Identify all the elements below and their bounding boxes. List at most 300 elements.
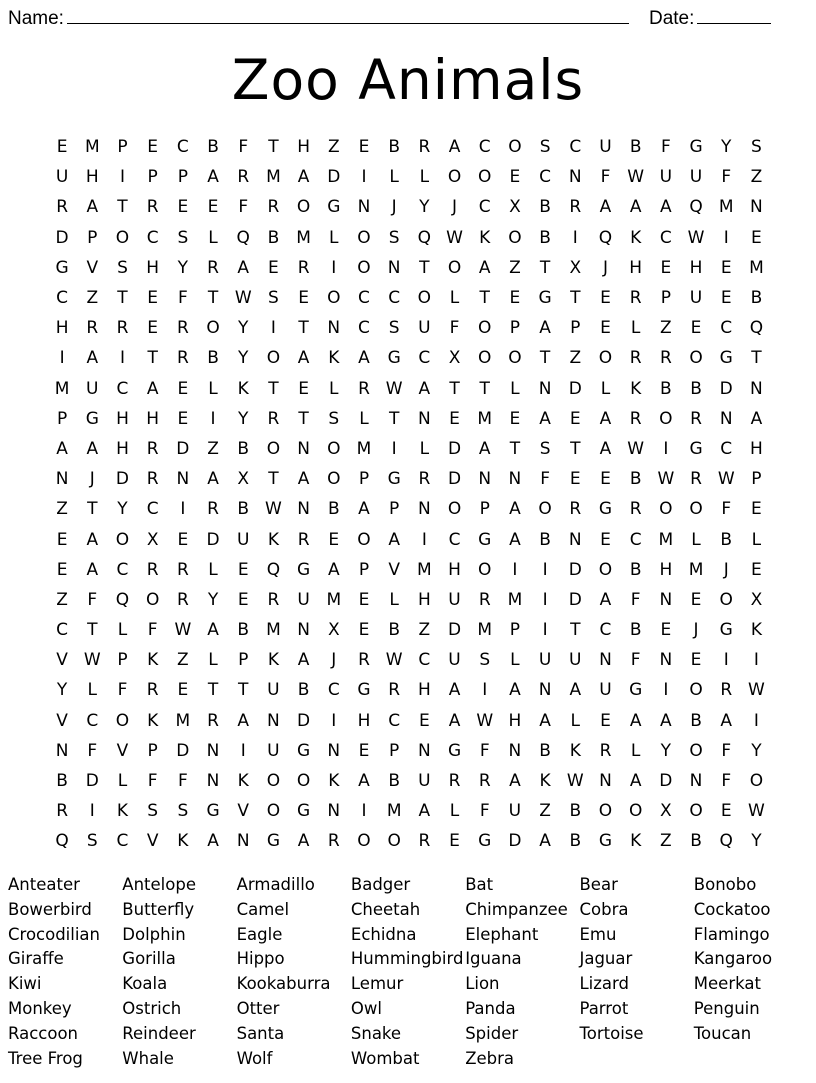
grid-letter[interactable]: L <box>208 650 218 671</box>
grid-letter[interactable]: R <box>629 288 642 309</box>
grid-letter[interactable]: E <box>751 499 762 520</box>
grid-letter[interactable]: O <box>327 288 341 309</box>
grid-letter[interactable]: K <box>237 771 249 792</box>
grid-letter[interactable]: U <box>55 167 69 188</box>
grid-letter[interactable]: B <box>327 499 340 520</box>
grid-letter[interactable]: E <box>358 620 370 641</box>
grid-letter[interactable]: U <box>448 589 461 610</box>
grid-letter[interactable]: R <box>56 197 68 218</box>
grid-letter[interactable]: T <box>87 499 98 520</box>
grid-letter[interactable]: U <box>508 801 522 822</box>
grid-letter[interactable]: V <box>86 257 99 278</box>
grid-letter[interactable]: G <box>297 801 311 822</box>
grid-letter[interactable]: U <box>569 650 582 671</box>
grid-letter[interactable]: E <box>177 408 189 429</box>
grid-letter[interactable]: C <box>418 650 431 671</box>
grid-letter[interactable]: V <box>56 650 68 671</box>
grid-letter[interactable]: C <box>86 710 99 731</box>
grid-letter[interactable]: H <box>116 408 129 429</box>
grid-letter[interactable]: H <box>508 710 522 731</box>
grid-letter[interactable]: E <box>237 589 249 610</box>
grid-letter[interactable]: A <box>297 167 310 188</box>
grid-letter[interactable]: M <box>749 257 764 278</box>
grid-letter[interactable]: I <box>391 438 397 459</box>
grid-letter[interactable]: D <box>568 589 582 610</box>
grid-letter[interactable]: B <box>629 469 642 490</box>
grid-letter[interactable]: C <box>176 137 189 158</box>
grid-letter[interactable]: I <box>512 559 518 580</box>
grid-letter[interactable]: R <box>207 499 219 520</box>
grid-letter[interactable]: Y <box>177 257 189 278</box>
grid-letter[interactable]: T <box>117 197 128 218</box>
grid-letter[interactable]: E <box>660 257 672 278</box>
grid-letter[interactable]: B <box>237 499 250 520</box>
grid-letter[interactable]: E <box>569 469 581 490</box>
grid-letter[interactable]: A <box>86 529 99 550</box>
grid-letter[interactable]: A <box>599 589 612 610</box>
grid-letter[interactable]: P <box>56 408 68 429</box>
grid-letter[interactable]: Y <box>56 680 68 701</box>
grid-letter[interactable]: S <box>117 257 128 278</box>
grid-letter[interactable]: T <box>751 348 762 369</box>
grid-letter[interactable]: Z <box>327 137 340 158</box>
grid-letter[interactable]: M <box>507 589 523 610</box>
grid-letter[interactable]: A <box>599 438 612 459</box>
date-field[interactable] <box>697 5 771 24</box>
grid-letter[interactable]: M <box>356 438 372 459</box>
grid-letter[interactable]: C <box>599 620 612 641</box>
grid-letter[interactable]: S <box>147 801 159 822</box>
grid-letter[interactable]: B <box>56 771 68 792</box>
grid-letter[interactable]: O <box>719 589 733 610</box>
grid-letter[interactable]: L <box>570 710 581 731</box>
grid-letter[interactable]: J <box>391 197 397 218</box>
grid-letter[interactable]: S <box>479 650 491 671</box>
grid-letter[interactable]: E <box>600 318 611 339</box>
grid-letter[interactable]: L <box>389 167 399 188</box>
grid-letter[interactable]: E <box>207 197 219 218</box>
grid-letter[interactable]: E <box>569 408 581 429</box>
grid-letter[interactable]: T <box>570 288 581 309</box>
grid-letter[interactable]: D <box>206 529 220 550</box>
grid-letter[interactable]: W <box>687 227 705 248</box>
grid-letter[interactable]: P <box>509 318 521 339</box>
grid-letter[interactable]: Z <box>509 257 521 278</box>
grid-letter[interactable]: A <box>388 529 400 550</box>
grid-letter[interactable]: A <box>327 559 340 580</box>
grid-letter[interactable]: A <box>478 257 491 278</box>
grid-letter[interactable]: N <box>538 378 552 399</box>
grid-letter[interactable]: W <box>627 167 645 188</box>
grid-letter[interactable]: E <box>177 378 189 399</box>
grid-letter[interactable]: V <box>56 710 68 731</box>
grid-letter[interactable]: Y <box>660 740 672 761</box>
grid-letter[interactable]: U <box>236 529 250 550</box>
grid-letter[interactable]: H <box>417 589 431 610</box>
grid-letter[interactable]: I <box>542 620 548 641</box>
grid-letter[interactable]: N <box>508 469 522 490</box>
grid-letter[interactable]: C <box>146 227 159 248</box>
grid-letter[interactable]: R <box>327 831 340 852</box>
name-field[interactable] <box>67 5 629 24</box>
grid-letter[interactable]: N <box>55 740 69 761</box>
grid-letter[interactable]: G <box>387 348 401 369</box>
grid-letter[interactable]: B <box>629 137 642 158</box>
grid-letter[interactable]: B <box>207 137 219 158</box>
grid-letter[interactable]: A <box>448 680 461 701</box>
grid-letter[interactable]: I <box>723 227 729 248</box>
grid-letter[interactable]: J <box>723 559 729 580</box>
grid-letter[interactable]: O <box>206 318 220 339</box>
grid-letter[interactable]: S <box>539 438 551 459</box>
grid-letter[interactable]: M <box>718 197 734 218</box>
grid-letter[interactable]: C <box>478 197 491 218</box>
grid-letter[interactable]: W <box>265 499 282 520</box>
grid-letter[interactable]: K <box>479 227 491 248</box>
grid-letter[interactable]: I <box>482 680 488 701</box>
grid-letter[interactable]: B <box>207 348 219 369</box>
grid-letter[interactable]: N <box>508 740 522 761</box>
grid-letter[interactable]: A <box>539 408 551 429</box>
grid-letter[interactable]: Y <box>238 408 249 429</box>
grid-letter[interactable]: T <box>449 378 460 399</box>
grid-letter[interactable]: O <box>296 197 311 218</box>
grid-letter[interactable]: E <box>358 589 370 610</box>
grid-letter[interactable]: R <box>176 348 189 369</box>
grid-letter[interactable]: R <box>297 257 310 278</box>
grid-letter[interactable]: F <box>660 137 671 158</box>
grid-letter[interactable]: B <box>690 710 702 731</box>
grid-letter[interactable]: M <box>84 137 100 158</box>
grid-letter[interactable]: H <box>85 167 99 188</box>
grid-letter[interactable]: R <box>146 469 159 490</box>
grid-letter[interactable]: U <box>448 650 461 671</box>
grid-letter[interactable]: N <box>206 771 220 792</box>
grid-letter[interactable]: Z <box>750 167 763 188</box>
grid-letter[interactable]: F <box>238 137 249 158</box>
grid-letter[interactable]: H <box>55 318 69 339</box>
grid-letter[interactable]: S <box>539 137 551 158</box>
grid-letter[interactable]: M <box>326 589 342 610</box>
grid-letter[interactable]: F <box>177 771 188 792</box>
grid-letter[interactable]: A <box>569 680 582 701</box>
grid-letter[interactable]: L <box>510 650 520 671</box>
grid-letter[interactable]: T <box>570 438 581 459</box>
grid-letter[interactable]: M <box>266 167 281 188</box>
grid-letter[interactable]: C <box>358 318 370 339</box>
grid-letter[interactable]: A <box>86 197 99 218</box>
grid-letter[interactable]: T <box>268 137 279 158</box>
grid-letter[interactable]: G <box>55 257 69 278</box>
grid-letter[interactable]: U <box>86 378 99 399</box>
grid-letter[interactable]: E <box>751 227 762 248</box>
grid-letter[interactable]: A <box>448 710 461 731</box>
grid-letter[interactable]: P <box>660 288 671 309</box>
grid-letter[interactable]: T <box>117 288 128 309</box>
grid-letter[interactable]: V <box>237 801 250 822</box>
grid-letter[interactable]: N <box>568 529 582 550</box>
grid-letter[interactable]: G <box>327 197 341 218</box>
grid-letter[interactable]: Y <box>419 197 430 218</box>
grid-letter[interactable]: P <box>479 499 490 520</box>
grid-letter[interactable]: G <box>297 740 311 761</box>
grid-letter[interactable]: O <box>478 559 492 580</box>
grid-letter[interactable]: E <box>600 469 611 490</box>
grid-letter[interactable]: P <box>570 318 581 339</box>
grid-letter[interactable]: N <box>689 771 703 792</box>
grid-letter[interactable]: H <box>146 257 160 278</box>
grid-letter[interactable]: Y <box>117 499 128 520</box>
grid-letter[interactable]: P <box>509 620 521 641</box>
grid-letter[interactable]: N <box>599 771 612 792</box>
grid-letter[interactable]: U <box>689 288 703 309</box>
grid-letter[interactable]: Y <box>238 318 249 339</box>
grid-letter[interactable]: A <box>207 469 219 490</box>
grid-letter[interactable]: W <box>385 650 403 671</box>
grid-letter[interactable]: P <box>147 740 158 761</box>
grid-letter[interactable]: W <box>174 620 192 641</box>
grid-letter[interactable]: Q <box>689 197 703 218</box>
grid-letter[interactable]: E <box>509 288 521 309</box>
grid-letter[interactable]: O <box>508 227 522 248</box>
grid-letter[interactable]: X <box>327 620 340 641</box>
grid-letter[interactable]: Q <box>266 559 281 580</box>
grid-letter[interactable]: W <box>566 771 584 792</box>
grid-letter[interactable]: K <box>328 771 340 792</box>
grid-letter[interactable]: G <box>719 348 733 369</box>
grid-letter[interactable]: N <box>417 499 431 520</box>
grid-letter[interactable]: M <box>658 529 674 550</box>
grid-letter[interactable]: K <box>630 227 642 248</box>
grid-letter[interactable]: O <box>508 137 522 158</box>
grid-letter[interactable]: A <box>660 710 672 731</box>
grid-letter[interactable]: G <box>538 288 552 309</box>
grid-letter[interactable]: O <box>659 499 673 520</box>
grid-letter[interactable]: A <box>86 559 99 580</box>
grid-letter[interactable]: O <box>357 227 371 248</box>
grid-letter[interactable]: O <box>115 529 130 550</box>
grid-letter[interactable]: L <box>449 288 460 309</box>
grid-letter[interactable]: G <box>689 137 703 158</box>
grid-letter[interactable]: O <box>598 348 613 369</box>
grid-letter[interactable]: D <box>297 710 311 731</box>
grid-letter[interactable]: C <box>116 378 129 399</box>
grid-letter[interactable]: C <box>720 438 733 459</box>
grid-letter[interactable]: B <box>629 559 642 580</box>
grid-letter[interactable]: V <box>146 831 159 852</box>
grid-letter[interactable]: Z <box>660 831 672 852</box>
grid-letter[interactable]: L <box>630 740 641 761</box>
grid-letter[interactable]: A <box>629 771 642 792</box>
grid-letter[interactable]: N <box>357 197 371 218</box>
grid-letter[interactable]: R <box>720 680 733 701</box>
grid-letter[interactable]: X <box>237 469 250 490</box>
grid-letter[interactable]: I <box>59 348 65 369</box>
grid-letter[interactable]: N <box>659 589 673 610</box>
grid-letter[interactable]: R <box>358 650 370 671</box>
grid-letter[interactable]: T <box>268 469 279 490</box>
grid-letter[interactable]: R <box>207 257 219 278</box>
grid-letter[interactable]: F <box>87 589 98 610</box>
grid-letter[interactable]: O <box>357 529 371 550</box>
grid-letter[interactable]: M <box>266 620 281 641</box>
grid-letter[interactable]: I <box>119 167 125 188</box>
grid-letter[interactable]: X <box>146 529 159 550</box>
grid-letter[interactable]: N <box>297 438 310 459</box>
grid-letter[interactable]: Z <box>207 438 219 459</box>
grid-letter[interactable]: R <box>599 740 612 761</box>
grid-letter[interactable]: E <box>177 680 189 701</box>
grid-letter[interactable]: I <box>663 680 669 701</box>
grid-letter[interactable]: C <box>418 348 431 369</box>
grid-letter[interactable]: R <box>146 197 159 218</box>
grid-letter[interactable]: N <box>297 499 310 520</box>
grid-letter[interactable]: N <box>297 620 310 641</box>
grid-letter[interactable]: P <box>177 167 188 188</box>
grid-letter[interactable]: B <box>388 771 400 792</box>
grid-letter[interactable]: O <box>447 499 462 520</box>
grid-letter[interactable]: I <box>361 801 367 822</box>
grid-letter[interactable]: U <box>267 680 280 701</box>
grid-letter[interactable]: P <box>87 227 98 248</box>
grid-letter[interactable]: K <box>116 801 129 822</box>
grid-letter[interactable]: F <box>721 771 732 792</box>
grid-letter[interactable]: B <box>237 438 250 459</box>
grid-letter[interactable]: J <box>693 620 699 641</box>
grid-letter[interactable]: I <box>240 740 246 761</box>
grid-letter[interactable]: E <box>720 257 732 278</box>
grid-letter[interactable]: A <box>509 499 521 520</box>
grid-letter[interactable]: R <box>418 831 431 852</box>
grid-letter[interactable]: F <box>721 740 732 761</box>
grid-letter[interactable]: W <box>385 378 403 399</box>
grid-letter[interactable]: Q <box>719 831 733 852</box>
grid-letter[interactable]: O <box>598 801 613 822</box>
grid-letter[interactable]: Z <box>177 650 189 671</box>
grid-letter[interactable]: A <box>418 378 431 399</box>
grid-letter[interactable]: F <box>630 589 641 610</box>
grid-letter[interactable]: N <box>417 408 431 429</box>
grid-letter[interactable]: E <box>358 137 370 158</box>
grid-letter[interactable]: X <box>509 197 521 218</box>
grid-letter[interactable]: F <box>449 318 460 339</box>
grid-letter[interactable]: G <box>478 831 492 852</box>
grid-letter[interactable]: W <box>627 438 645 459</box>
grid-letter[interactable]: E <box>56 137 68 158</box>
grid-letter[interactable]: G <box>266 831 280 852</box>
grid-letter[interactable]: B <box>388 137 400 158</box>
grid-letter[interactable]: N <box>719 408 733 429</box>
grid-letter[interactable]: Z <box>539 801 551 822</box>
grid-letter[interactable]: R <box>629 499 642 520</box>
grid-letter[interactable]: C <box>659 227 672 248</box>
grid-letter[interactable]: D <box>447 438 462 459</box>
grid-letter[interactable]: L <box>117 771 128 792</box>
grid-letter[interactable]: B <box>690 831 702 852</box>
grid-letter[interactable]: F <box>630 650 641 671</box>
grid-letter[interactable]: K <box>177 831 189 852</box>
grid-letter[interactable]: R <box>176 318 189 339</box>
grid-letter[interactable]: B <box>539 740 551 761</box>
grid-letter[interactable]: R <box>146 559 159 580</box>
grid-letter[interactable]: L <box>117 620 128 641</box>
grid-letter[interactable]: D <box>659 771 673 792</box>
grid-letter[interactable]: E <box>449 408 460 429</box>
grid-letter[interactable]: A <box>418 801 431 822</box>
grid-letter[interactable]: T <box>207 288 219 309</box>
grid-letter[interactable]: W <box>717 469 735 490</box>
grid-letter[interactable]: R <box>146 680 159 701</box>
grid-letter[interactable]: B <box>690 378 702 399</box>
grid-letter[interactable]: I <box>723 650 729 671</box>
grid-letter[interactable]: A <box>237 257 250 278</box>
grid-letter[interactable]: R <box>176 589 189 610</box>
grid-letter[interactable]: E <box>328 529 340 550</box>
grid-letter[interactable]: I <box>542 559 548 580</box>
grid-letter[interactable]: F <box>479 801 490 822</box>
grid-letter[interactable]: O <box>628 801 643 822</box>
grid-letter[interactable]: B <box>297 680 310 701</box>
grid-letter[interactable]: N <box>568 167 582 188</box>
grid-letter[interactable]: O <box>689 680 703 701</box>
grid-letter[interactable]: N <box>750 378 763 399</box>
grid-letter[interactable]: L <box>419 438 430 459</box>
grid-letter[interactable]: F <box>117 680 128 701</box>
grid-letter[interactable]: L <box>87 680 98 701</box>
grid-letter[interactable]: M <box>296 227 311 248</box>
grid-letter[interactable]: A <box>478 438 491 459</box>
grid-letter[interactable]: S <box>388 227 400 248</box>
grid-letter[interactable]: P <box>117 137 128 158</box>
grid-letter[interactable]: K <box>147 650 159 671</box>
grid-letter[interactable]: H <box>146 408 160 429</box>
grid-letter[interactable]: D <box>327 167 341 188</box>
grid-letter[interactable]: L <box>751 529 762 550</box>
grid-letter[interactable]: T <box>509 438 521 459</box>
grid-letter[interactable]: H <box>448 559 461 580</box>
grid-letter[interactable]: A <box>629 710 642 731</box>
grid-letter[interactable]: O <box>598 559 613 580</box>
grid-letter[interactable]: N <box>206 740 220 761</box>
grid-letter[interactable]: B <box>237 620 250 641</box>
grid-letter[interactable]: C <box>388 288 401 309</box>
grid-letter[interactable]: Q <box>749 318 764 339</box>
grid-letter[interactable]: A <box>86 348 99 369</box>
grid-letter[interactable]: W <box>234 288 252 309</box>
grid-letter[interactable]: N <box>417 740 431 761</box>
grid-letter[interactable]: A <box>448 137 461 158</box>
grid-letter[interactable]: S <box>268 288 279 309</box>
grid-letter[interactable]: D <box>568 559 582 580</box>
grid-letter[interactable]: D <box>115 469 130 490</box>
grid-letter[interactable]: C <box>388 710 401 731</box>
grid-letter[interactable]: R <box>56 801 68 822</box>
grid-letter[interactable]: S <box>388 318 400 339</box>
grid-letter[interactable]: U <box>689 167 703 188</box>
grid-letter[interactable]: R <box>569 499 582 520</box>
grid-letter[interactable]: B <box>660 378 672 399</box>
grid-letter[interactable]: O <box>145 589 160 610</box>
grid-letter[interactable]: S <box>751 137 762 158</box>
grid-letter[interactable]: E <box>690 650 702 671</box>
grid-letter[interactable]: N <box>750 197 763 218</box>
grid-letter[interactable]: O <box>478 167 492 188</box>
grid-letter[interactable]: Y <box>207 589 219 610</box>
grid-letter[interactable]: Z <box>56 499 68 520</box>
grid-letter[interactable]: N <box>176 469 190 490</box>
grid-letter[interactable]: B <box>539 529 551 550</box>
grid-letter[interactable]: E <box>358 740 370 761</box>
